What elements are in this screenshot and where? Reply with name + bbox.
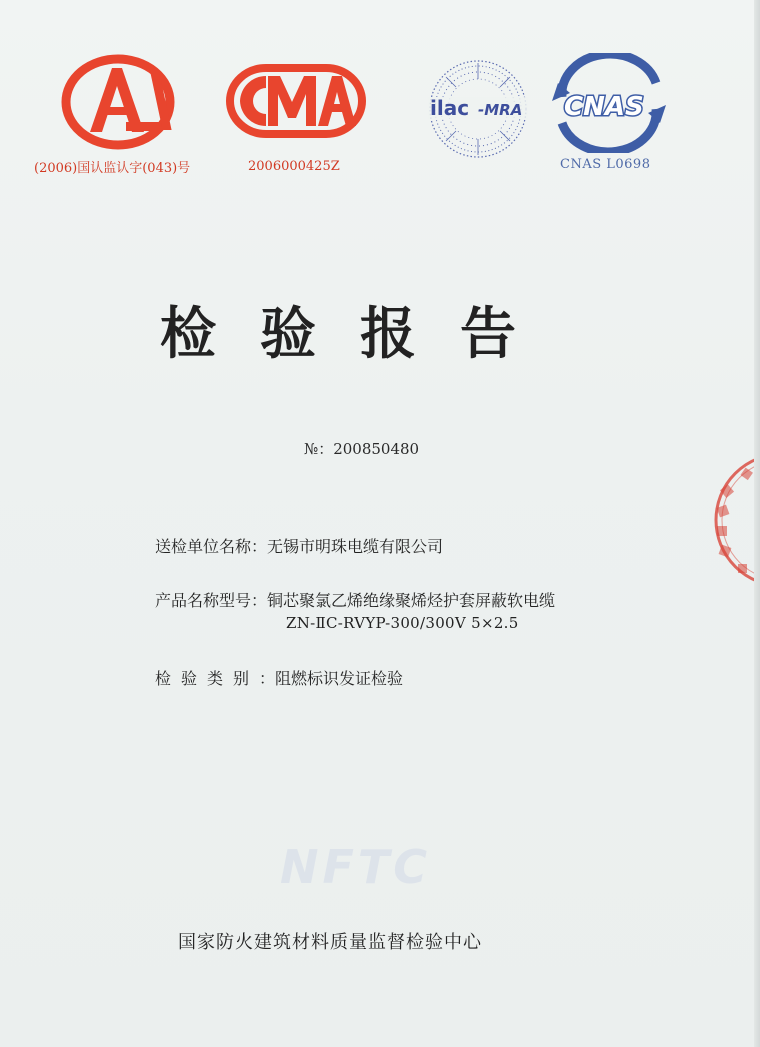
product-value: 铜芯聚氯乙烯绝缘聚烯烃护套屏蔽软电缆 (267, 591, 556, 610)
product-label: 产品名称型号： (155, 591, 268, 610)
cma-logo-icon (226, 64, 366, 138)
inspection-label: 检验类别 (155, 669, 260, 688)
sender-value: 无锡市明珠电缆有限公司 (267, 537, 444, 556)
inspection-value: 阻燃标识发证检验 (275, 669, 404, 688)
inspection-colon: ： (259, 669, 276, 688)
product-model: ZN-ⅡC-RVYP-300/300V 5×2.5 (286, 614, 519, 632)
cma-cert-code: 2006000425Z (248, 159, 340, 174)
institution-name: 国家防火建筑材料质量监督检验中心 (178, 932, 482, 953)
nftc-watermark: NFTC (280, 840, 432, 894)
svg-text:CNAS: CNAS (564, 92, 644, 122)
svg-text:ilac: ilac (430, 96, 470, 120)
page-edge (754, 0, 760, 1047)
cal-cert-code: (2006)国认监认字(043)号 (34, 161, 191, 176)
inspection-type-field (155, 666, 403, 689)
ilac-mra-logo-icon (426, 57, 530, 161)
official-seal-icon (708, 446, 760, 594)
cal-logo-icon (60, 52, 176, 152)
sender-field (155, 534, 443, 557)
product-field (155, 588, 555, 611)
page-title: 检验报告 (160, 302, 560, 367)
sender-label: 送检单位名称： (155, 537, 268, 556)
svg-text:-MRA: -MRA (478, 101, 523, 119)
cnas-logo-icon (548, 53, 670, 153)
cnas-cert-code: CNAS L0698 (560, 157, 651, 172)
report-number: №：200850480 (304, 440, 420, 458)
